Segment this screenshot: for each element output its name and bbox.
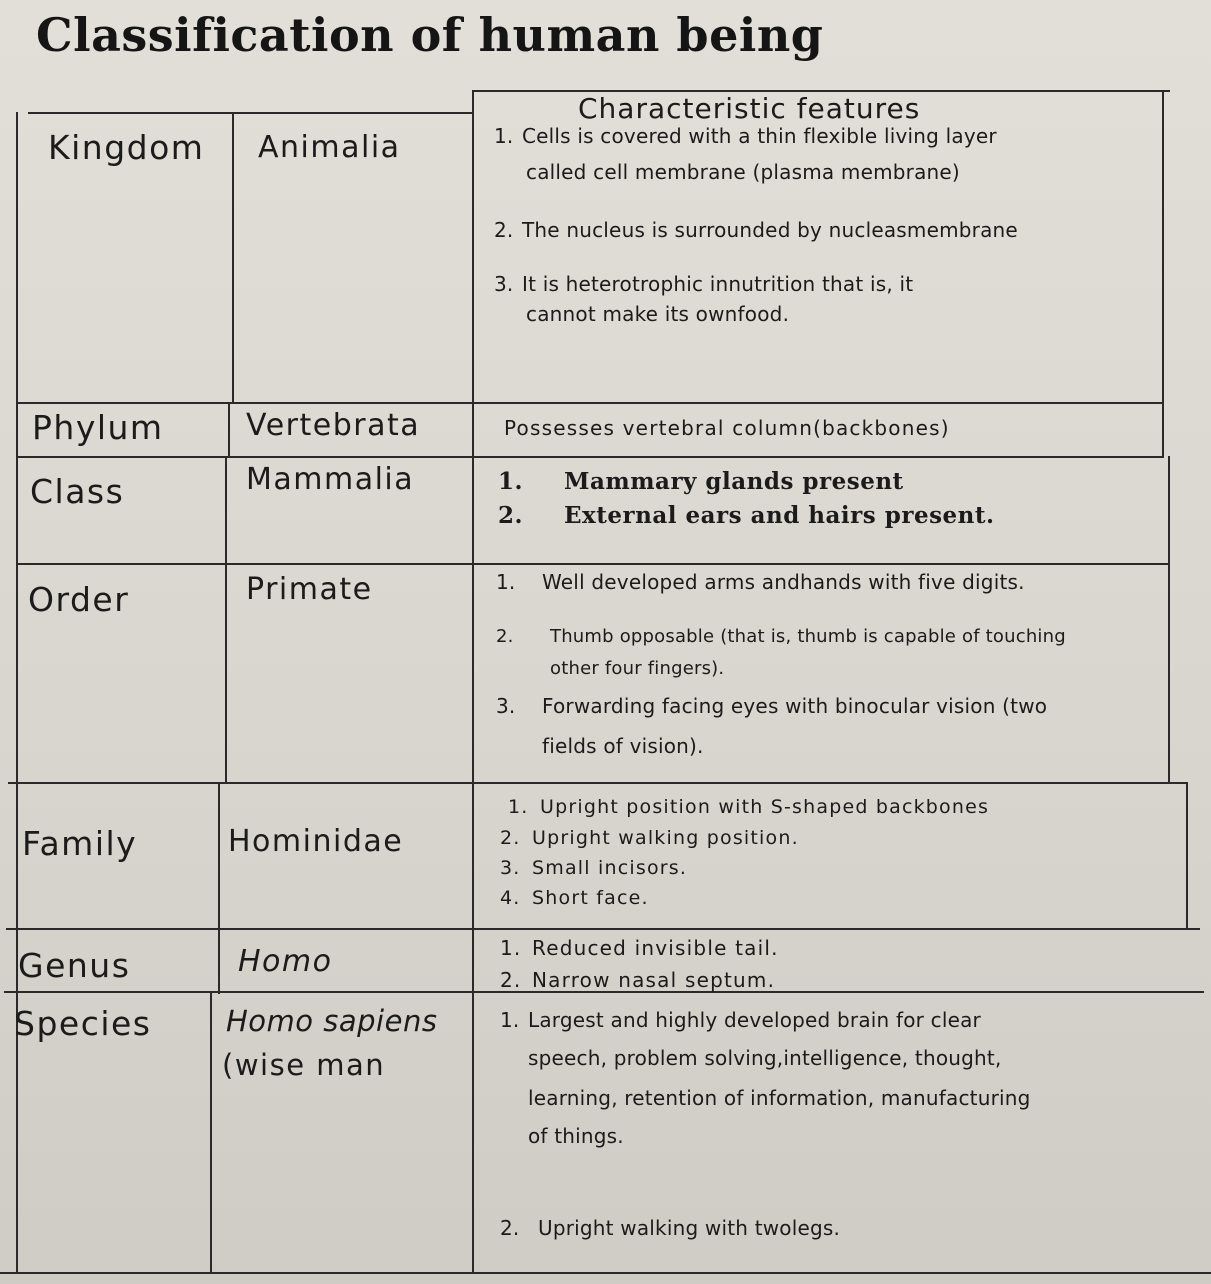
table-border-right-c <box>1186 782 1188 930</box>
table-border-bottom <box>0 1272 1211 1274</box>
rank-phylum: Phylum <box>32 408 164 447</box>
feature-order-3 <box>496 694 1047 718</box>
feature-kingdom-2 <box>494 218 1018 242</box>
table-header-divider <box>28 112 474 114</box>
feature-family-3 <box>500 857 687 879</box>
feature-order-2 <box>496 626 1066 647</box>
taxon-primate: Primate <box>246 572 373 607</box>
feature-text: It is heterotrophic innutrition that is, it <box>522 272 914 296</box>
feature-kingdom-1-cont <box>526 160 960 184</box>
feature-class-2 <box>498 502 995 529</box>
features-header: Characteristic features <box>578 92 921 125</box>
feature-text: Largest and highly developed brain for clear <box>528 1008 981 1032</box>
feature-kingdom-3-cont <box>526 302 789 326</box>
taxon-homo: Homo <box>238 944 333 979</box>
col-divider-1c <box>225 456 227 784</box>
feature-text: Possesses vertebral column(backbones) <box>504 416 950 440</box>
feature-class-1 <box>498 468 904 495</box>
rank-kingdom: Kingdom <box>48 128 205 167</box>
feature-species-1-cont-c <box>528 1124 624 1148</box>
feature-species-2 <box>500 1216 840 1240</box>
feature-species-1-cont-b <box>528 1086 1031 1110</box>
feature-genus-1 <box>500 936 779 960</box>
row-divider-order <box>16 563 1170 565</box>
feature-number: 1. <box>498 468 524 495</box>
row-divider-family <box>8 782 1188 784</box>
feature-text: other four fingers). <box>550 658 725 679</box>
feature-text: Small incisors. <box>532 857 688 879</box>
feature-family-2 <box>500 827 799 849</box>
row-divider-genus <box>6 928 1200 930</box>
page-title: Classification of human being <box>36 8 824 62</box>
rank-species: Species <box>14 1004 152 1043</box>
rank-family: Family <box>22 824 138 863</box>
feature-text: Narrow nasal septum. <box>532 968 776 992</box>
taxon-mammalia: Mammalia <box>246 462 415 497</box>
feature-number: 1. <box>508 796 529 818</box>
feature-text: Mammary glands present <box>564 468 904 495</box>
feature-text: Well developed arms andhands with five digits. <box>542 570 1025 594</box>
feature-text: learning, retention of information, manufacturing <box>528 1086 1031 1110</box>
feature-text: Forwarding facing eyes with binocular vision (two <box>542 694 1048 718</box>
taxon-animalia: Animalia <box>258 130 401 165</box>
col-divider-1e <box>210 991 212 1274</box>
taxon-vertebrata: Vertebrata <box>246 408 421 443</box>
feature-text: Cells is covered with a thin flexible living layer <box>522 124 997 148</box>
col-divider-1 <box>232 112 234 404</box>
feature-genus-2 <box>500 968 775 992</box>
feature-text: Upright walking position. <box>532 827 799 849</box>
rank-class: Class <box>30 472 125 511</box>
feature-number: 2. <box>498 502 524 529</box>
feature-kingdom-1 <box>494 124 997 148</box>
feature-text: fields of vision). <box>542 734 704 758</box>
row-divider-class <box>18 456 1164 458</box>
taxon-homo-sapiens: Homo sapiens <box>226 1004 438 1038</box>
feature-text: External ears and hairs present. <box>564 502 995 529</box>
feature-number: 1. <box>500 936 522 960</box>
feature-text: Upright position with S-shaped backbones <box>540 796 990 818</box>
feature-number: 3. <box>496 694 516 718</box>
feature-number: 1. <box>500 1008 520 1032</box>
feature-number: 2. <box>500 968 522 992</box>
feature-text: Thumb opposable (that is, thumb is capable of touching <box>550 626 1066 647</box>
feature-text: Upright walking with twolegs. <box>538 1216 841 1240</box>
feature-order-2-cont <box>550 658 724 679</box>
feature-family-1 <box>508 796 989 818</box>
feature-text: cannot make its ownfood. <box>526 302 790 326</box>
feature-text: Reduced invisible tail. <box>532 936 779 960</box>
feature-text: of things. <box>528 1124 624 1148</box>
feature-number: 1. <box>494 124 514 148</box>
table-border-right-b <box>1168 456 1170 784</box>
feature-number: 1. <box>496 570 516 594</box>
feature-species-1 <box>500 1008 981 1032</box>
feature-number: 3. <box>500 857 521 879</box>
feature-text: Short face. <box>532 887 649 909</box>
taxon-note-wise-man: (wise man <box>222 1048 386 1082</box>
feature-number: 2. <box>500 1216 520 1240</box>
col-divider-1b <box>228 402 230 458</box>
feature-number: 2. <box>496 626 514 647</box>
feature-species-1-cont-a <box>528 1046 1002 1070</box>
feature-kingdom-3 <box>494 272 913 296</box>
table-border-left <box>16 112 18 1272</box>
rank-order: Order <box>28 580 130 619</box>
row-divider-phylum <box>18 402 1162 404</box>
feature-order-1 <box>496 570 1025 594</box>
table-border-right <box>1162 90 1164 458</box>
feature-family-4 <box>500 887 649 909</box>
feature-phylum-1 <box>504 416 950 440</box>
feature-number: 2. <box>494 218 514 242</box>
feature-order-3-cont <box>542 734 704 758</box>
feature-number: 4. <box>500 887 521 909</box>
taxon-hominidae: Hominidae <box>228 824 404 859</box>
feature-number: 3. <box>494 272 514 296</box>
feature-text: called cell membrane (plasma membrane) <box>526 160 960 184</box>
col-divider-1d <box>218 782 220 994</box>
feature-text: The nucleus is surrounded by nucleasmembrane <box>522 218 1018 242</box>
feature-number: 2. <box>500 827 521 849</box>
col-divider-2 <box>472 90 474 1274</box>
feature-text: speech, problem solving,intelligence, thought, <box>528 1046 1002 1070</box>
rank-genus: Genus <box>18 946 131 985</box>
